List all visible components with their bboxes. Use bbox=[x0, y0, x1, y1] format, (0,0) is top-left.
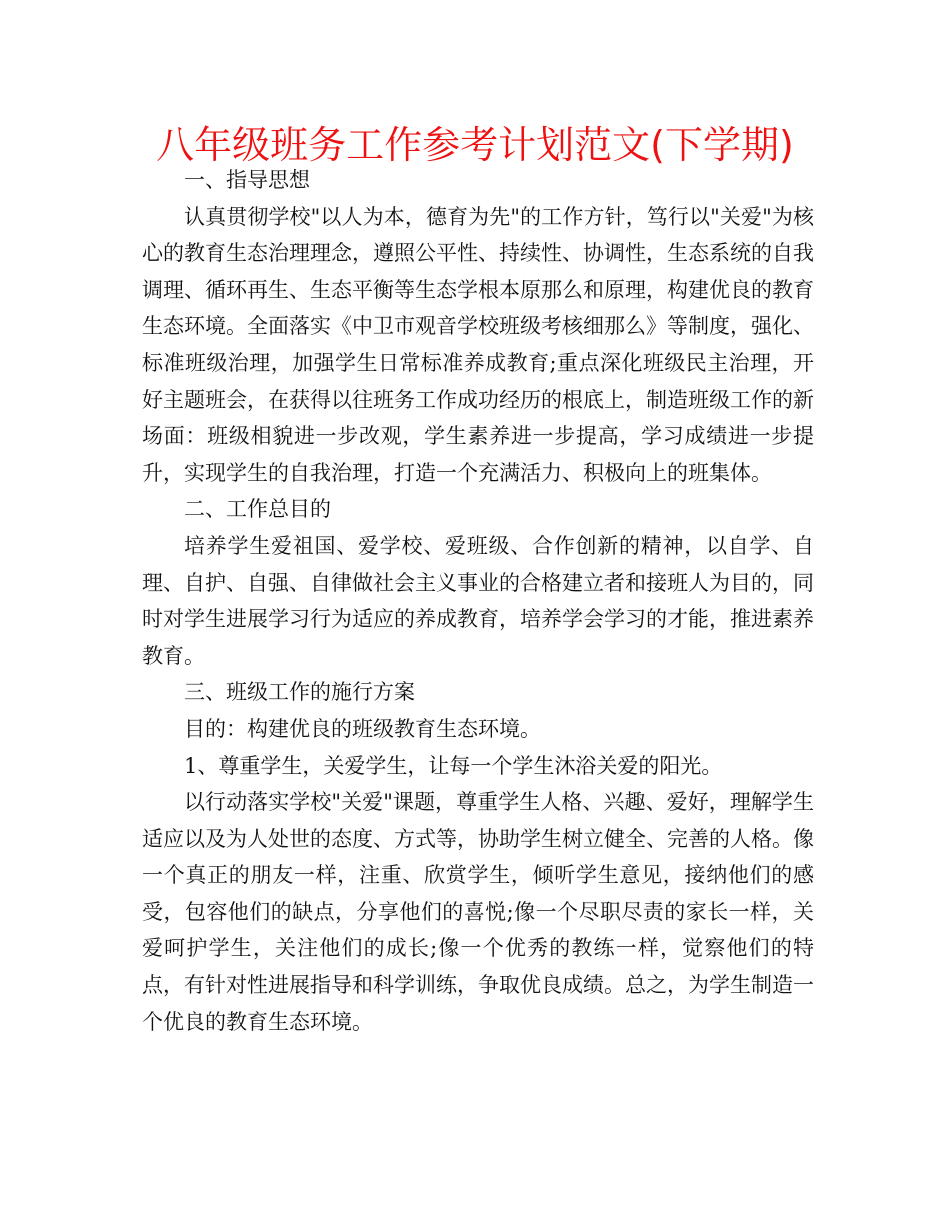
paragraph-purpose: 目的：构建优良的班级教育生态环境。 bbox=[184, 716, 541, 741]
subheading-respect-students: 1、尊重学生，关爱学生，让每一个学生沐浴关爱的阳光。 bbox=[184, 753, 723, 778]
section-heading-overall-goal: 二、工作总目的 bbox=[184, 497, 331, 522]
document-title: 八年级班务工作参考计划范文(下学期) bbox=[156, 123, 794, 167]
document-body bbox=[142, 162, 814, 1040]
section-heading-implementation-plan: 三、班级工作的施行方案 bbox=[184, 680, 415, 705]
paragraph-overall-goal: 培养学生爱祖国、爱学校、爱班级、合作创新的精神，以自学、自理、自护、自强、自律做社会主义事业的合格建立者和接班人为目的，同时对学生进展学习行为适应的养成教育，培养学会学习的才能，推进素养教育。 bbox=[142, 533, 814, 668]
paragraph-guiding-thought: 认真贯彻学校"以人为本，德育为先"的工作方针，笃行以"关爱"为核心的教育生态治理理念，遵照公平性、持续性、协调性，生态系统的自我调理、循环再生、生态平衡等生态学根本原那么和原理，构建优良的教育生态环境。全面落实《中卫市观音学校班级考核细那么》等制度，强化、标准班级治理，加强学生日常标准养成教育;重点深化班级民主治理，开好主题班会，在获得以往班务工作成功经历的根底上，制造班级工作的新场面：班级相貌进一步改观，学生素养进一步提高，学习成绩进一步提升，实现学生的自我治理，打造一个充满活力、积极向上的班集体。 bbox=[142, 204, 814, 485]
section-heading-guiding-thought: 一、指导思想 bbox=[184, 168, 310, 192]
paragraph-respect-students: 以行动落实学校"关爱"课题，尊重学生人格、兴趣、爱好，理解学生适应以及为人处世的态度、方式等，协助学生树立健全、完善的人格。像一个真正的朋友一样，注重、欣赏学生，倾听学生意见，接纳他们的感受，包容他们的缺点，分享他们的喜悦;像一个尽职尽责的家长一样，关爱呵护学生，关注他们的成长;像一个优秀的教练一样，觉察他们的特点，有针对性进展指导和科学训练，争取优良成绩。总之，为学生制造一个优良的教育生态环境。 bbox=[142, 790, 814, 1034]
